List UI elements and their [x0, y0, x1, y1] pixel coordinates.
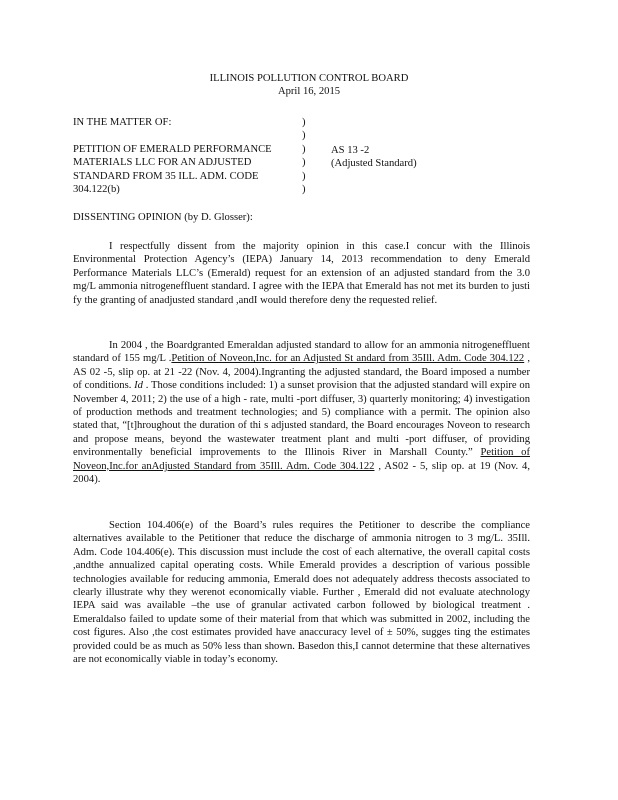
paragraph-2	[73, 339, 530, 486]
paren: )	[302, 143, 306, 155]
paren: )	[302, 130, 306, 142]
opinion-date: April 16, 2015	[277, 86, 341, 97]
caption-parentheses	[302, 116, 312, 196]
caption-line: PETITION OF EMERALD PERFORMANCE	[73, 143, 272, 155]
docket-block	[331, 144, 417, 171]
caption-line: 304.122(b)	[73, 184, 120, 196]
opinion-title: DISSENTING OPINION (by D. Glosser):	[73, 212, 253, 223]
paragraph-3: Section 104.406(e) of the Board’s rules requires the Petitioner to describe the compliance alternatives available to the Petitioner that reduce the discharge of ammonia nitrogen to 3 mg/L. 35Ill. Adm. Code 104.406(e). This discussion must include the cost of each alternative, the overall capital costs ,andthe annualized capital operating costs. While Emerald provides a description of various possible technologies available for reducing ammonia, Emerald does not adequately address thecosts associated to clearly illustrate why they werenot economically viable. Further , Emerald did not evaluate atechnology IEPA said was available –the use of granular activated carbon followed by biological treatment . Emeraldalso failed to update some of their material from that which was submitted in 2002, including the cost figures. Also ,the cost estimates provided have anaccuracy level of ± 50%, sugges ting the estimates provided could be as much as 50% less than shown. Basedon this,I cannot determine that these alternatives are not economically viable in today’s economy.	[73, 520, 530, 666]
paragraph-2-text: In 2004 , the Boardgranted Emeraldan adjusted standard to allow for an ammonia nitrogeneffluent standard of 155 mg/L .	[73, 340, 530, 365]
caption-line: IN THE MATTER OF:	[73, 117, 172, 128]
docket-number: AS 13 -2	[331, 145, 370, 156]
id-citation: Id	[134, 380, 143, 392]
paren: )	[302, 117, 306, 128]
board-heading: ILLINOIS POLLUTION CONTROL BOARD	[209, 73, 409, 84]
case-citation: Petition of Noveon,Inc.for anAdjusted Standard from 35Ill. Adm. Code 304.122	[73, 447, 530, 472]
paragraph-2-text: , AS02 - 5, slip op. at 19 (Nov. 4, 2004).	[73, 460, 530, 486]
paren: )	[302, 157, 306, 169]
caption-line: MATERIALS LLC FOR AN ADJUSTED	[73, 157, 252, 169]
paragraph-2-text: , AS 02 -5, slip op. at 21 -22 (Nov. 4, 2004).Ingranting the adjusted standard, the Board imposed a number of conditions.	[73, 353, 531, 392]
caption-line: STANDARD FROM 35 ILL. ADM. CODE	[73, 170, 259, 182]
case-citation: Petition of Noveon,Inc. for an Adjusted St andard from 35Ill. Adm. Code 304.122	[171, 353, 525, 365]
paren: )	[302, 170, 306, 182]
paren: )	[302, 184, 306, 196]
paragraph-2-text: . Those conditions included: 1) a sunset provision that the adjusted standard will expire on November 4, 2011; 2) the use of a high - rate, multi -port diffuser, 3) quarterly monitoring; 4) investigation of production methods and treatment technologies; and 5) compliance with a permit. The opinion also stated that, “[t]hroughout the duration of thi s adjusted standard, the Board encourages Noveon to research and propose means, beyond the wastewater treatment plant and multi -port diffuser, of providing environmentally beneficial improvements to the Illinois River in Marshall County.”	[73, 380, 530, 459]
caption-party-block	[73, 116, 298, 196]
caption-line	[73, 129, 298, 142]
docket-note: (Adjusted Standard)	[331, 158, 417, 170]
paragraph-1: I respectfully dissent from the majority opinion in this case.I concur with the Illinois Environmental Protection Agency’s (IEPA) January 14, 2013 recommendation to deny Emerald Performance Materials LLC’s (Emerald) request for an extension of an adjusted standard from the 3.0 mg/L ammonia nitrogeneffluent standard. I agree with the IEPA that Emerald has not met its burden to justi fy the granting of anadjusted standard ,andI would therefore deny the requested relief.	[73, 241, 530, 306]
